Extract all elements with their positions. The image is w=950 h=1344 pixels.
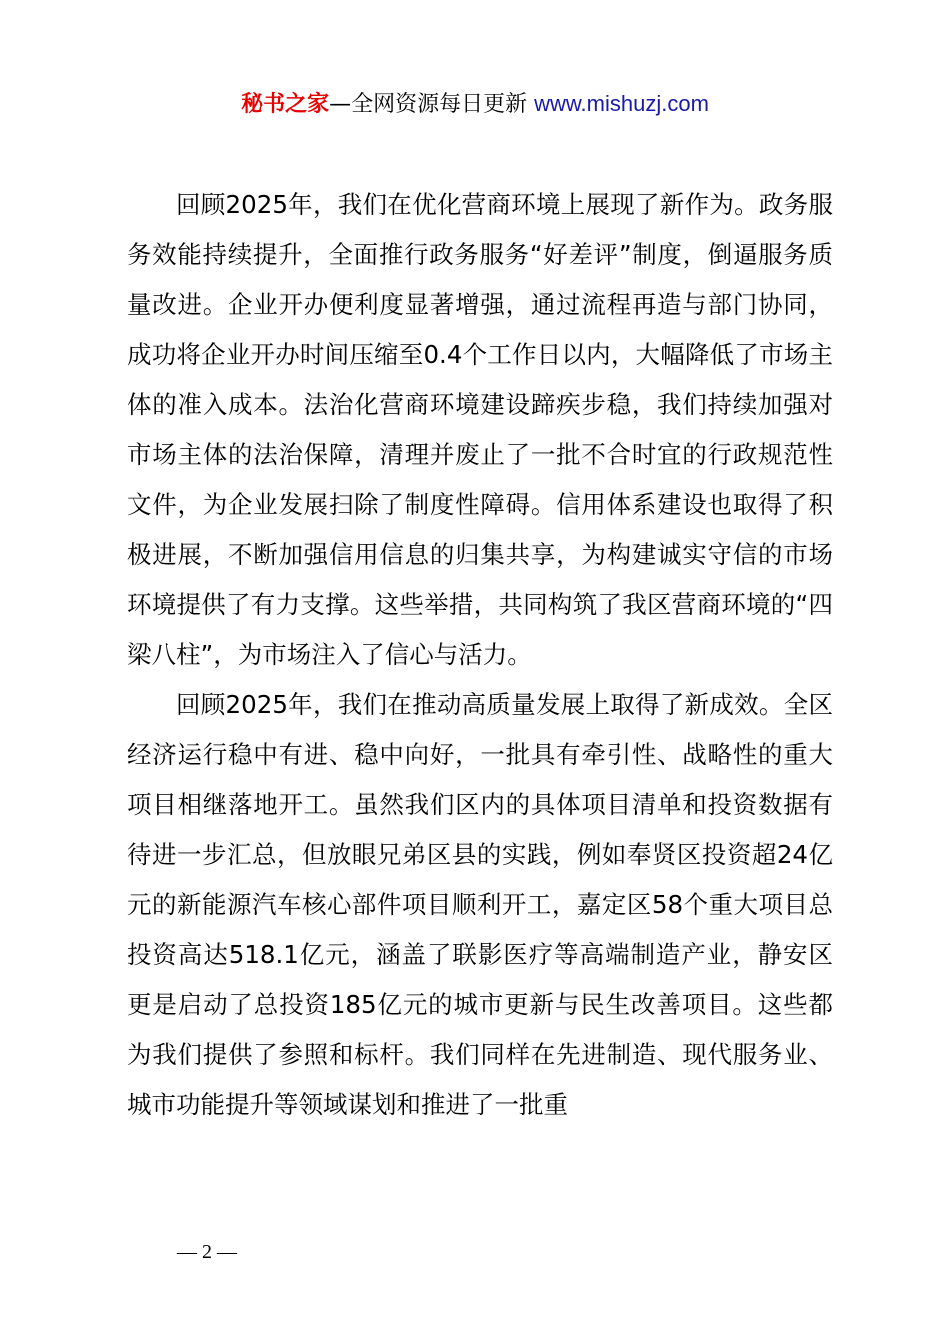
page-number: — 2 — (177, 1241, 237, 1263)
header-tagline: —全网资源每日更新 (329, 92, 528, 117)
brand-name: 秘书之家 (241, 92, 330, 117)
paragraph-high-quality-development: 回顾2025年，我们在推动高质量发展上取得了新成效。全区经济运行稳中有进、稳中向好，一批具有牵引性、战略性的重大项目相继落地开工。虽然我们区内的具体项目清单和投资数据有待进一步汇总，但放眼兄弟区县的实践，例如奉贤区投资超24亿元的新能源汽车核心部件项目顺利开工，嘉定区58个重大项目总投资高达518.1亿元，涵盖了联影医疗等高端制造产业，静安区更是启动了总投资185亿元的城市更新与民生改善项目。这些都为我们提供了参照和标杆。我们同样在先进制造、现代服务业、城市功能提升等领域谋划和推进了一批重 (127, 690, 833, 1119)
paragraph-business-environment: 回顾2025年，我们在优化营商环境上展现了新作为。政务服务效能持续提升，全面推行政务服务“好差评”制度，倒逼服务质量改进。企业开办便利度显著增强，通过流程再造与部门协同，成功将企业开办时间压缩至0.4个工作日以内，大幅降低了市场主体的准入成本。法治化营商环境建设蹄疾步稳，我们持续加强对市场主体的法治保障，清理并废止了一批不合时宜的行政规范性文件，为企业发展扫除了制度性障碍。信用体系建设也取得了积极进展，不断加强信用信息的归集共享，为构建诚实守信的市场环境提供了有力支撑。这些举措，共同构筑了我区营商环境的“四梁八柱”，为市场注入了信心与活力。 (127, 190, 833, 669)
document-body (127, 180, 833, 1130)
website-link[interactable]: www.mishuzj.com (534, 91, 709, 116)
page-header (0, 88, 950, 121)
